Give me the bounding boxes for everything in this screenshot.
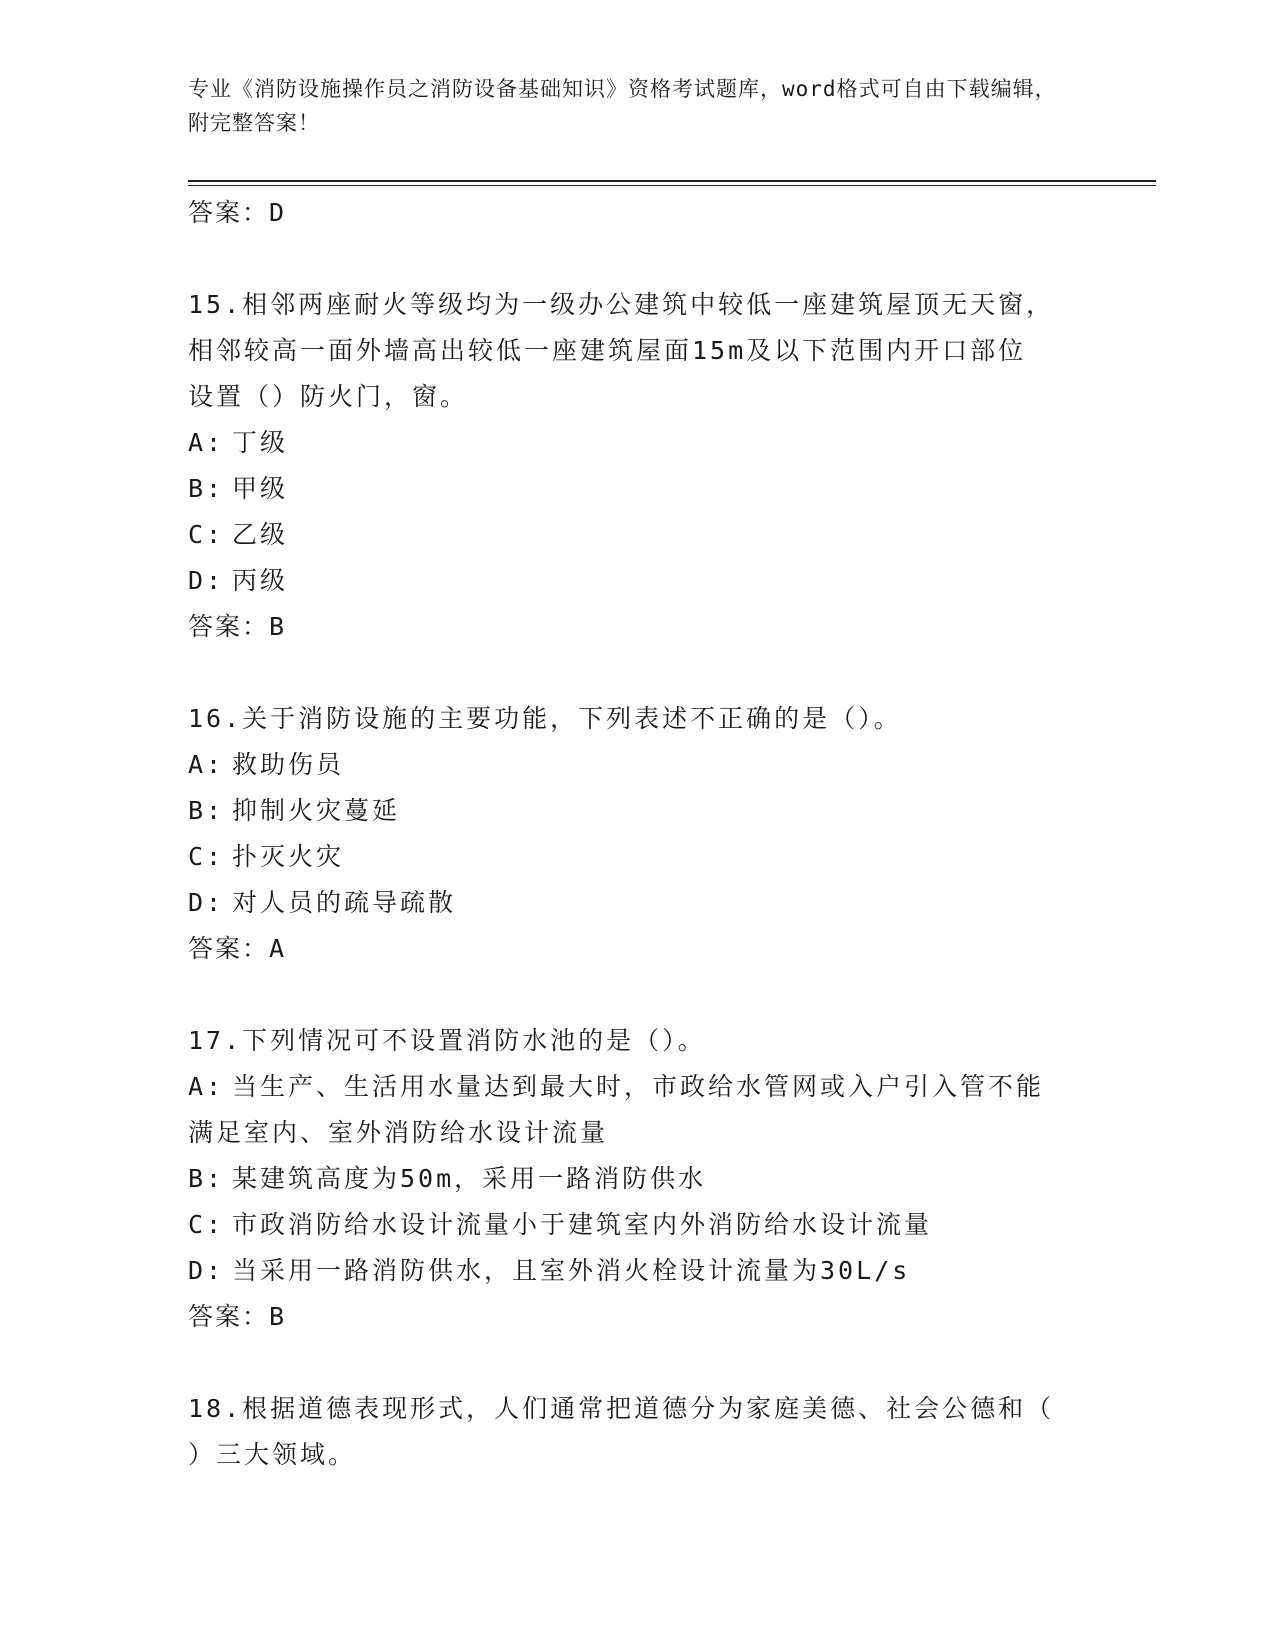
question-block — [188, 1018, 1068, 1340]
answer-line — [188, 604, 1068, 650]
question-block — [188, 1386, 1068, 1478]
option-d — [188, 1248, 1068, 1294]
question-stem: 15.相邻两座耐火等级均为一级办公建筑中较低一座建筑屋顶无天窗， — [188, 290, 1055, 319]
option-label: A: — [188, 750, 225, 779]
option-c — [188, 1202, 1068, 1248]
option-a — [188, 420, 1068, 466]
option-label: C: — [188, 520, 225, 549]
header-divider-thin — [188, 185, 1156, 186]
option-c — [188, 512, 1068, 558]
option-label: D: — [188, 1256, 225, 1285]
answer-line — [188, 190, 1068, 236]
option-a — [188, 1064, 1068, 1110]
option-b — [188, 788, 1068, 834]
question-stem: ）三大领域。 — [188, 1440, 357, 1469]
question-stem: 设置（）防火门，窗。 — [188, 382, 469, 411]
option-text: 抑制火灾蔓延 — [232, 796, 401, 825]
answer-value: D — [269, 198, 287, 227]
question-stem: 18.根据道德表现形式，人们通常把道德分为家庭美德、社会公德和（ — [188, 1394, 1055, 1423]
question-block — [188, 282, 1068, 650]
option-d — [188, 880, 1068, 926]
option-text: 救助伤员 — [232, 750, 345, 779]
option-label: B: — [188, 796, 225, 825]
question-block — [188, 696, 1068, 972]
option-a — [188, 742, 1068, 788]
document-header: 专业《消防设施操作员之消防设备基础知识》资格考试题库，word格式可自由下载编辑，附完整答案！ — [188, 77, 1057, 135]
option-text: 对人员的疏导疏散 — [232, 888, 457, 917]
answer-line — [188, 926, 1068, 972]
option-text: 扑灭火灾 — [232, 842, 345, 871]
option-text: 甲级 — [232, 474, 289, 503]
answer-value: A — [269, 934, 287, 963]
question-stem: 16.关于消防设施的主要功能，下列表述不正确的是（）。 — [188, 704, 902, 733]
answer-value: B — [269, 612, 287, 641]
question-content — [188, 190, 1068, 1478]
option-b — [188, 466, 1068, 512]
answer-line — [188, 1294, 1068, 1340]
option-label: B: — [188, 1164, 225, 1193]
option-text: 丙级 — [232, 566, 289, 595]
option-label: C: — [188, 842, 225, 871]
question-stem: 17.下列情况可不设置消防水池的是（）。 — [188, 1026, 706, 1055]
option-label: B: — [188, 474, 225, 503]
option-label: D: — [188, 888, 225, 917]
option-b — [188, 1156, 1068, 1202]
option-text: 当生产、生活用水量达到最大时，市政给水管网或入户引入管不能 — [232, 1072, 1045, 1101]
option-a-continued: 满足室内、室外消防给水设计流量 — [188, 1118, 609, 1147]
option-text: 当采用一路消防供水，且室外消火栓设计流量为30L/s — [232, 1256, 911, 1285]
option-label: A: — [188, 428, 225, 457]
answer-label: 答案： — [188, 612, 270, 641]
answer-label: 答案： — [188, 198, 270, 227]
option-d — [188, 558, 1068, 604]
question-stem: 相邻较高一面外墙高出较低一座建筑屋面15m及以下范围内开口部位 — [188, 336, 1027, 365]
answer-value: B — [269, 1302, 287, 1331]
option-c — [188, 834, 1068, 880]
header-divider — [188, 180, 1156, 182]
option-label: A: — [188, 1072, 225, 1101]
option-text: 丁级 — [232, 428, 289, 457]
answer-label: 答案： — [188, 934, 270, 963]
option-label: C: — [188, 1210, 225, 1239]
option-label: D: — [188, 566, 225, 595]
answer-label: 答案： — [188, 1302, 270, 1331]
option-text: 乙级 — [232, 520, 289, 549]
option-text: 市政消防给水设计流量小于建筑室内外消防给水设计流量 — [232, 1210, 933, 1239]
option-text: 某建筑高度为50m，采用一路消防供水 — [232, 1164, 707, 1193]
